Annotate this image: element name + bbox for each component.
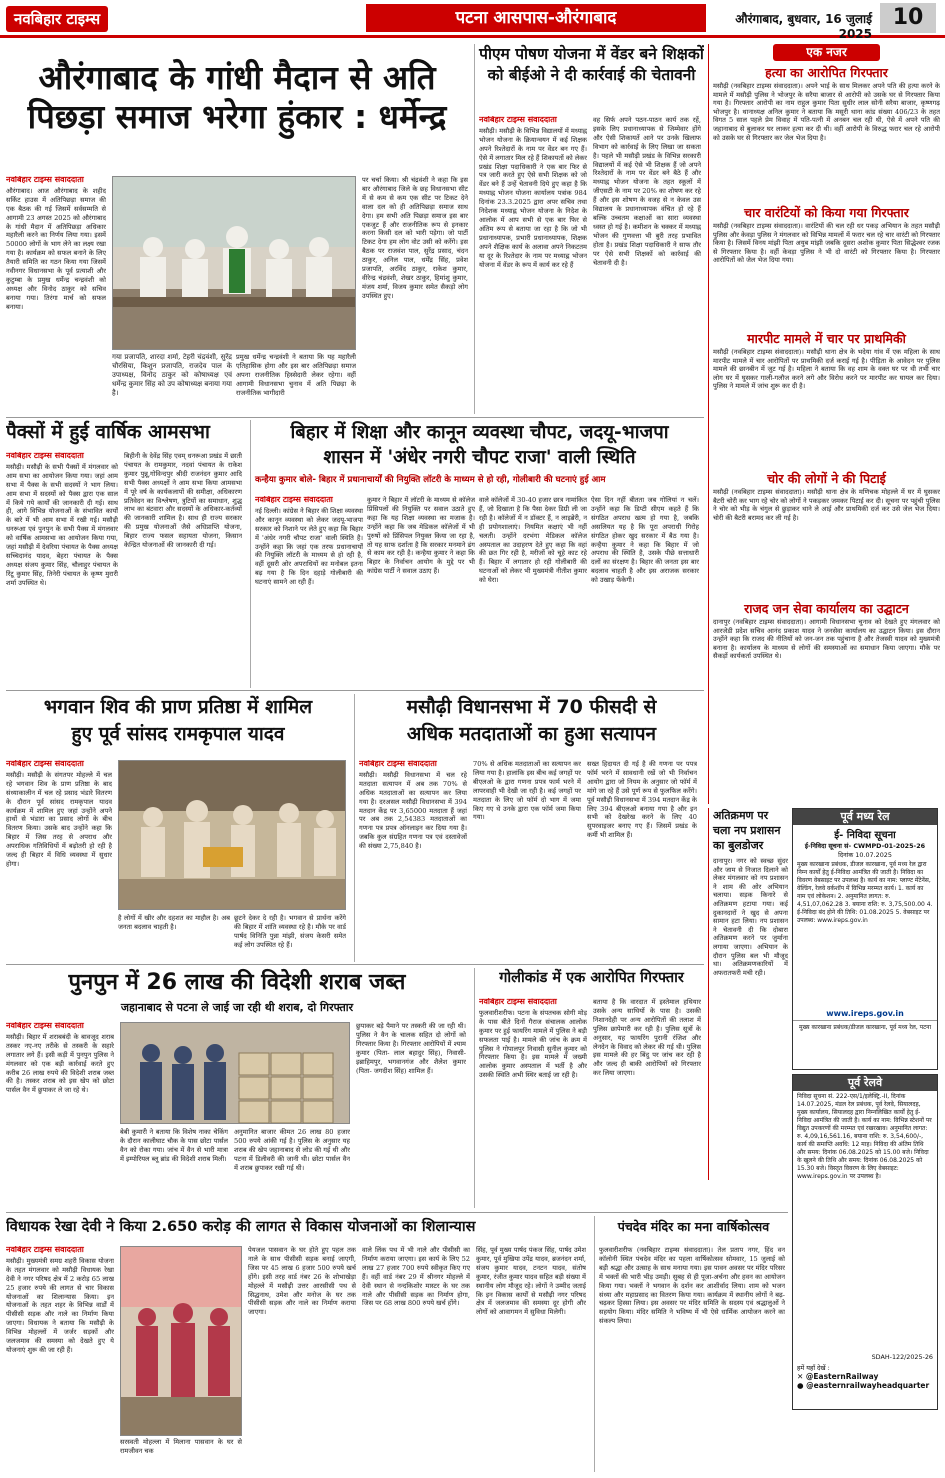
- panchdev-story: [594, 1216, 788, 1472]
- railway-notice-eastern: [792, 1074, 938, 1410]
- liquor-subhead: जहानाबाद से पटना ले जाई जा रही थी शराब, दो गिरफ्तार: [120, 1001, 354, 1014]
- inauguration-photo-graphic: [121, 1247, 242, 1436]
- lead-photo-caption: [112, 353, 232, 412]
- liquor-col2: [120, 1128, 228, 1206]
- notice1-footer: मुख्य कारखाना प्रबंधक/डीजल कारखाना, पूर्व मध्य रेल, पटना: [793, 1020, 937, 1033]
- poorvi-tagline: हमें यहाँ देखें :: [797, 1364, 830, 1372]
- bihar-headline-line2: शासन में 'अंधेर नगरी चौपट राजा' वाली स्थिति: [323, 447, 636, 468]
- bihar-byline: नवबिहार टाइम्स संवाददाता: [255, 496, 333, 504]
- meeting-photo-graphic: [113, 177, 356, 350]
- liquor-col3-text: अनुमानित बाजार कीमत 26 लाख 80 हजार 500 रुपये आंकी गई है। पुलिस के अनुसार यह शराब की खेप जहानाबाद से लोड की गई थी और पटना में डिलीवरी की जानी थी। छोटा पार्सल वैन में शराब छुपाकर रखी गई थी।: [234, 1128, 350, 1172]
- bihar-col1-text: नई दिल्ली। कांग्रेस ने बिहार की शिक्षा व्यवस्था और कानून व्यवस्था को लेकर जदयू-भाजपा सरकार को निशाने पर लेते हुए कहा कि बिहार में 'अंधेर नगरी चौपट राजा' वाली स्थिति है। उन्होंने कहा कि जहां एक तरफ प्रधानाचार्यों की नियुक्ति लॉटरी के माध्यम से हो रही है, वहीं दूसरी ओर अपराधियों का मनोबल इतना बढ़ गया है कि दिन दहाड़े गोलीबारी की घटनाएं सामने आ रही हैं।: [255, 506, 363, 587]
- lead-headline-line1: औरंगाबाद के गांधी मैदान से अति: [38, 58, 436, 97]
- ek-item-4-text: मसौढ़ी (नवबिहार टाइम्स संवाददाता)। मसौढ़ी थाना क्षेत्र के मणिचक मोहल्ले में घर में घुसकर बैटरी चोरी कर भाग रहे चोर को लोगों ने पकड़कर जमकर पिटाई कर दी। सूचना पर पहुंची पुलिस ने चोर को भीड़ के चंगुल से छुड़ाकर थाने ले आई और प्राथमिकी दर्ज कर उसे जेल भेज दिया। चोरी की बैटरी बरामद कर ली गई है।: [713, 488, 940, 522]
- ek-item-2-title: चार वारंटियों को किया गया गिरफ्तार: [744, 205, 909, 220]
- notice1-body: मुख्य कारखाना प्रबंधक, डीजल कारखाना, पूर्व मध्य रेल द्वारा निम्न कार्यों हेतु ई-निविदा आमंत्रित की जाती है। निविदा का विवरण वेबसाइट पर उपलब्ध है। कार्य का नाम: प्लाण्ट मेंटेनेंस, वेल्डिंग, रेलवे वर्कशॉप में विभिन्न मरम्मत कार्य। 1. कार्य का नाम एवं लोकेशन। 2. अनुमानित लागत: रु. 4,51,07,062.28 3. बयाना राशि: रु. 3,75,500.00 4. ई-निविदा बंद होने की तिथि: 01.08.2025 5. वेबसाइट पर उपलब्ध: www.ireps.gov.in: [797, 861, 933, 924]
- ek-item-3-text: मसौढ़ी (नवबिहार टाइम्स संवाददाता)। मसौढ़ी थाना क्षेत्र के भदेया गांव में एक महिला के साथ मारपीट मामले में चार आरोपितों पर प्राथमिकी दर्ज कराई गई है। पीड़िता के आवेदन पर पुलिस मामले की छानबीन में जुट गई है। महिला ने बताया कि वह शाम के वक्त घर पर थी तभी चार लोग घर में घुसकर गाली-गलौज करने लगे और विरोध करने पर मारपीट कर घायल कर दिया। पुलिस ने मामले में जांच शुरू कर दी है।: [713, 348, 940, 391]
- lead-headline-line2: पिछड़ा समाज भरेगा हुंकार : धर्मेन्द्र: [27, 97, 447, 136]
- shiv-col1-text: मसौढ़ी। मसौढ़ी के संगतपर मोहल्ले में चल रहे भगवान शिव के प्राण प्रतिष्ठा के बाद संध्याकालीन में चल रहे प्रसाद भंडारे वितरण के दौरान पूर्व सांसद रामकृपाल यादव कार्यक्रम में शामिल हुए जहां उन्होंने अपने हाथों से भंडारा का प्रसाद लोगों के बीच वितरण किया। उसके बाद उन्होंने कहा कि बिहार में जिस तरह से अपराध और अपराधिक गतिविधियों में बढ़ोतरी हो रही है जल्द ही बिहार में विधि व्यवस्था में सुधार होगा।: [6, 770, 112, 868]
- ek-item-2-text: मसौढ़ी (नवबिहार टाइम्स संवाददाता)। वारंटियों की चल रही धर पकड़ अभियान के तहत मसौढ़ी पुलिस और केवड़ा पुलिस ने मंगलवार को विभिन्न मामलों में फरार चल रहे चार वारंटी को गिरफ्तार किया है। जिसमें विनय मांझी पिता अयुब मांझी जबकि दूसरा अशोक कुमार पिता सिद्धेश्वर रजक से गिरफ्तार किया है। वहीं केवड़ा पुलिस ने भी दो वारंटी को गिरफ्तार किया है। गिरफ्तार आरोपितों को जेल भेज दिया गया।: [713, 222, 940, 265]
- liquor-headline: पुनपुन में 26 लाख की विदेशी शराब जब्त: [68, 970, 406, 995]
- vidhayak-caption: [120, 1438, 242, 1470]
- bihar-col4-text: ऐसा दिन नहीं बीतता जब गोलियां न चलें। उन्होंने कहा कि डिप्टी सीएम कहते हैं कि संगठित अपराध खत्म हो गया है, जबकि असलियत यह है कि पूरा अपराधी गिरोह संगठित होकर खुद सरकार में बैठ गया है। कन्हैया कुमार ने कहा कि बिहार में जो अपराध की स्थिति है, उसके पीछे सत्ताधारी दलों का संरक्षण है। बिहार की जनता इस बार बदलाव चाहती है और इस अराजक सरकार को उखाड़ फेंकेगी।: [591, 496, 699, 585]
- poorvi-handle2-text: @easternrailwayheadquarter: [806, 1381, 930, 1390]
- bulldozer-text: दानापुर। नगर को स्वच्छ सुंदर और जाम से निजात दिलाने को लेकर मंगलवार को नप प्रशासन ने शाम की ओर अभियान चलाया। सड़क किनारे से अतिक्रमण हटाया गया। कई दुकानदारों ने खुद से अपना सामान हटा लिया। नप प्रशासन ने चेतावनी दी कि दोबारा अतिक्रमण करने पर जुर्माना लगाया जाएगा। अभियान के दौरान पुलिस बल भी मौजूद था। अतिक्रमणकारियों में अफरातफरी मची रही।: [713, 857, 788, 977]
- page-number: 10: [880, 3, 936, 33]
- poshan-headline: पीएम पोषण योजना में वेंडर बने शिक्षकों को बीईओ ने दी कार्रवाई की चेतावनी: [479, 45, 704, 84]
- ek-item-3-title: मारपीट मामले में चार पर प्राथमिकी: [747, 331, 906, 346]
- pacs-col2-text: बिहीनी के देवेंद्र सिंह एवम् धनरूआ प्रखंड में छाती पंचायत के रामकुमार, नदवां पंचायत के राकेश कुमार पुन्नू,गोविन्दपुर श्रीदी राजनंदन कुमार आदि सभी पैक्स अध्यक्षों ने आम सभा किया आमसभा में पूरे वर्ष के कार्यकलापों की समीक्षा, अधिकारण प्रतिवेदन का विश्लेषण, त्रुटियों का समाधान, शुद्ध लाभ का बंटवारा और सदस्यों के अधिकार-कर्तव्यों की जानकारी शामिल है। साथ ही राज्य सरकार की प्रमुख योजनाओं जैसे अधिप्राप्ति योजना, बिहार राज्य फसल सहायता योजना, किसान केन्द्रित योजनाओं की जानकारी दी गई।: [124, 452, 242, 550]
- liquor-col2-text: बेबी कुमारी ने बताया कि विशेष नाका चेकिंग के दौरान कालीघाट चौक के पास छोटा पार्सल वैन को रोका गया। जांच में वैन से भारी मात्रा में इम्पोरियल ब्लू ब्रांड की विदेशी शराब मिली।: [120, 1128, 228, 1163]
- masaudhi-col1-text: मसौढ़ी। मसौढ़ी विधानसभा में चल रहे मतदाता सत्यापन में अब तक 70% से अधिक मतदाताओं का सत्यापन कर लिया गया है। दरअसल मसौढ़ी विधानसभा में 394 मतदान केंद्र पर 3,65000 मतदाता हैं जहां पर अब तक 2,54383 मतदाताओं का गणना पत्र प्रपत्र ऑनलाइन कर दिया गया है। जबकि कुल संग्रहित गणना पत्र एवं दस्तावेजों की संख्या 2,75,840 है।: [359, 770, 467, 851]
- lead-headline: [6, 58, 468, 136]
- bulldozer-headline: अतिक्रमण पर चला नप प्रशासन का बुलडोजर: [713, 809, 781, 852]
- social-icon: ●: [797, 1381, 807, 1390]
- poorvi-head: पूर्व रेलवे: [793, 1075, 937, 1091]
- lead-col4-text: पर चर्चा किया। श्री चंद्रवंशी ने कहा कि इस बार औरंगाबाद जिले के छह विधानसभा सीट में से कम से कम एक सीट पर टिकट देने वाला दल को ही अतिपिछड़ा समाज साथ देगा। हम सभी अति पिछड़ा समाज इस बार एकजुट हैं और राजनीतिक रूप से इनकार करना किसी दल को भारी पड़ेगा। जो पार्टी टिकट देगा हम लोग वोट उसी को करेंगे। इस बैठक पर राजवंश पाल, सुरेंद्र प्रसाद, चंदन ठाकुर, अनिल पाल, धर्मेंद्र सिंह, प्रवेश प्रजापति, अरविंद ठाकुर, राकेश कुमार, वीरेन्द्र चंद्रवंशी, शेखर ठाकुर, हिमांशु कुमार, मंजय शर्मा, विजय कुमार समेत सैकड़ो लोग उपस्थित हुए।: [362, 176, 468, 300]
- masaudhi-col1: [359, 760, 467, 960]
- shiv-headline: [6, 694, 350, 748]
- bihar-story: [250, 420, 704, 688]
- liquor-col4-text: छुपाकर बड़े पैमाने पर तस्करी की जा रही थी। पुलिस ने वैन के चालक सहित दो लोगों को गिरफ्तार किया है। गिरफ्तार आरोपियों में श्याम कुमार (पिता- लाल बहादुर सिंह), निवासी- इब्राहिमपुर, भगवानगंज और शैलेश कुमार (पिता- जगदीश सिंह) शामिल हैं।: [356, 1022, 466, 1075]
- divider: [6, 964, 704, 965]
- poorvi-handle-text: @EasternRailway: [805, 1372, 879, 1381]
- section-banner: पटना आसपास-औरंगाबाद: [366, 4, 706, 32]
- ek-item-5-text: दानापुर (नवबिहार टाइम्स संवाददाता)। आगामी विधानसभा चुनाव को देखते हुए मंगलवार को आरजेडी प्रदेश सचिव आनंद प्रकाश यादव ने जनसेवा कार्यालय का उद्घाटन किया। इस दौरान उन्होंने कहा कि राजद की नीतियों को जन-जन तक पहुंचाना है और तेजस्वी यादव को मुख्यमंत्री बनाना है। कार्यालय के माध्यम से लोगों की समस्याओं का समाधान किया जाएगा। मौके पर सैकड़ों कार्यकर्ता उपस्थित थे।: [713, 618, 940, 661]
- golikand-col1-text: फुलवारीशरीफ। पटना के संपतचक सोगी मोड़ के पास बीते दिनों गैराज संचालक आलोक कुमार पर हुई फायरिंग मामले में पुलिस ने बड़ी सफलता पाई है। मामले की जांच के क्रम में पुलिस ने गोपालपुर निवासी सुनील कुमार को गिरफ्तार किया है। इस मामले में जख्मी आलोक कुमार अस्पताल में भर्ती है और उसकी स्थिति अभी स्थिर बताई जा रही है।: [479, 1008, 587, 1080]
- shiv-headline-line2: हुए पूर्व सांसद रामकृपाल यादव: [71, 723, 285, 745]
- vidhayak-caption-text: सरस्वती मोहल्ला में मिलाना पासवान के घर से रामजीवन चक: [120, 1438, 242, 1455]
- seized-liquor-photo-graphic: [121, 1023, 350, 1124]
- golikand-story: [474, 968, 704, 1208]
- golikand-col2: [593, 998, 701, 1206]
- ek-item-1-title: हत्या का आरोपित गिरफ्तार: [765, 65, 888, 80]
- bihar-col3-text: वाले कॉलेजों में 30-40 हजार छात्र नामांकित हैं, जो दिखाता है कि पैसा देकर डिग्री ली जा रही है। कॉलेजों में न डॉक्टर हैं, न लाइब्रेरी, न ही प्रयोगशालाएं। नियमित कक्षाएं भी नहीं चलती। उन्होंने दरभंगा मेडिकल कॉलेज अस्पताल का उदाहरण देते हुए कहा कि वहां की छत गिर रही है, मरीजों को चूहे काट रहे हैं। बिहार में लगातार हो रही गोलीबारी की घटनाओं को लेकर भी मुख्यमंत्री नीतीश कुमार को घेरा।: [479, 496, 587, 585]
- vidhayak-col1: [6, 1246, 114, 1470]
- vidhayak-col3-text: वाले लिंक पथ में भी नाले और पीसीसी का निर्माण कराया जाएगा। इस कार्य के लिए 52 लाख 27 हजार 700 रुपये स्वीकृत किए गए हैं। वहीं वार्ड नंबर 29 में श्रीनगर मोहल्ले में देवी स्थान से नन्दकिशोर मास्टर के घर तक नाले और पीसीसी सड़क का निर्माण होगा, जिस पर 68 लाख 800 रुपये खर्च होंगे।: [362, 1246, 470, 1308]
- bihar-col1: [255, 496, 363, 686]
- bihar-subhead: कन्हैया कुमार बोले- बिहार में प्रधानाचार्यों की नियुक्ति लॉटरी के माध्यम से हो रही, गोलीबारी की घटनाएं हुई आम: [255, 475, 606, 485]
- shiv-col2: [234, 914, 346, 960]
- lead-col1-text: औरंगाबाद। आज औरंगाबाद के शहीद सर्किट हाउस में अतिपिछड़ा समाज की एक बैठक की गई जिसमें सर्वसम्मति से आगामी 23 अगस्त 2025 को औरंगाबाद के गांधी मैदान में अतिपिछड़ा अधिकार महारैली करने का निर्णय लिया गया। इसमें 50000 लोगों के भाग लेने का लक्ष्य रखा गया है। कार्यक्रम को सफल बनाने के लिए तैयारी समिति का गठन किया गया जिसमें नवीनगर विधानसभा के पूर्व प्रत्याशी और कुटुम्बा के प्रमुख धर्मेन्द्र चन्द्रवंशी को अध्यक्ष और विनोद ठाकुर को सचिव बनाया गया। तिरंगा मार्च को सफल बनाया।: [6, 186, 106, 311]
- vidhayak-col3: [362, 1246, 470, 1470]
- pacs-col1: [6, 452, 118, 686]
- vidhayak-story: [6, 1216, 590, 1472]
- shiv-col1: [6, 760, 112, 960]
- divider: [6, 417, 704, 418]
- panchdev-text-body: फुलवारीशरीफ (नवबिहार टाइम्स संवाददाता)। तेल प्रताप नगर, हिंद वन कॉलोनी स्थित पंचदेव मंदिर का पहला वार्षिकोत्सव सोमवार, 15 जुलाई को बड़ी श्रद्धा और उत्साह के साथ मनाया गया। इस पावन अवसर पर मंदिर परिसर में भक्तों की भारी भीड़ उमड़ी। सुबह से ही पूजा-अर्चना और हवन का आयोजन किया गया। भक्तों ने भगवान के दर्शन कर आशीर्वाद लिया। शाम को भजन संध्या और महाप्रसाद का वितरण किया गया। कार्यक्रम में स्थानीय लोगों ने बढ़-चढ़कर हिस्सा लिया। इस अवसर पर मंदिर समिति के सदस्य एवं श्रद्धालुओं ने सहयोग किया। मंदिर समिति ने भविष्य में भी ऐसे धार्मिक आयोजन करने का संकल्प लिया।: [599, 1246, 785, 1326]
- shiv-col2-text: छूटने देकर दे रही है। भगवान से प्रार्थना करेंगे की बिहार में शांति व्यवस्था रहे है। मौके पर वार्ड पार्षद विनिति पुन्ना मांझी, संजय केसरी समेत कई लोग उपस्थित रहे हैं।: [234, 914, 346, 949]
- liquor-story: [6, 968, 468, 1208]
- liquor-col4: [356, 1022, 466, 1206]
- lead-col3-text: प्रमुख धर्मेन्द्र चन्द्रवंशी ने बताया कि यह महारैली एतिहासिक होगा और इस बार अतिपिछड़ा समाज अपना राजनीतिक हिस्सेदारी लेकर रहेगा। वहीं आगामी विधानसभा चुनाव में अति पिछड़ा के राजनीतिक भागीदारी: [236, 353, 356, 397]
- lead-col4: [362, 176, 468, 412]
- ek-item-5-title: राजद जन सेवा कार्यालय का उद्घाटन: [744, 601, 909, 616]
- golikand-byline: नवबिहार टाइम्स संवाददाता: [479, 998, 557, 1006]
- lead-col3: [236, 353, 356, 412]
- bihar-headline-line1: बिहार में शिक्षा और कानून व्यवस्था चौपट, जदयू-भाजपा: [290, 422, 669, 443]
- liquor-col1: [6, 1022, 114, 1206]
- lead-col1: [6, 176, 106, 412]
- bihar-col2: [367, 496, 475, 686]
- masthead: [0, 0, 945, 41]
- notice1-date: दिनांक 10.07.2025: [838, 851, 892, 859]
- poshan-col2: [593, 116, 701, 412]
- masaudhi-headline-line1: मसौढ़ी विधानसभा में 70 फीसदी से: [406, 696, 657, 718]
- ek-item-1-text: मसौढ़ी (नवबिहार टाइम्स संवाददाता)। अपने भाई के साथ मिलकर अपने पति की हत्या करने के मामले में मसौढ़ी पुलिस ने भोजपुर के सरैया बाजार से आरोपी को उसके घर से गिरफ्तार किया गया है। गिरफ्तार आरोपी का नाम राहुल कुमार पिता सुधीर लाल सोनी सरैया बाजार, कृष्णगढ़ भोजपुर है। थानाध्यक्ष अनिल कुमार ने बताया कि मसूरी थाना कांड संख्या 406/23 के तहत विगत 5 साल पहले प्रेम विवाह में पति-पत्नी में अनबन चल रही थी, ऐसे में अपने पति की जहानाबाद से बुलाकर घर लाकर हत्या कर दी थी। वहीं आरोपी के विरुद्ध फरार चल रहे आरोपी को उसके घर से गिरफ्तार कर जेल भेज दिया है।: [713, 82, 940, 142]
- liquor-col3: [234, 1128, 350, 1206]
- railway-notice-east-central: [792, 808, 938, 1070]
- masaudhi-byline: नवबिहार टाइम्स संवाददाता: [359, 760, 437, 768]
- divider: [6, 1212, 788, 1213]
- masaudhi-headline-line2: अधिक मतदाताओं का हुआ सत्यापन: [406, 723, 657, 745]
- masaudhi-story: [354, 694, 704, 962]
- liquor-photo: [120, 1022, 350, 1124]
- bulldozer-story: [708, 808, 788, 1180]
- ek-nazar-sidebar: [708, 44, 940, 804]
- dateline: औरंगाबाद, बुधवार, 16 जुलाई 2025: [735, 12, 872, 41]
- lead-photo-caption-text: गया प्रजापति, शारदा शर्मा, टेहरी चंद्रवंशी, सुरेंद्र चौरसिया, किशुन प्रजापति, राजदेव पाल के उपाध्यक्ष, विनोद ठाकुर को कोषाध्यक्ष एवं धर्मेन्द्र कुमार सिंह को उप कोषाध्यक्ष बनाया गया है।: [112, 353, 232, 397]
- bhandara-photo-graphic: [119, 761, 346, 910]
- masaudhi-col2: [473, 760, 581, 960]
- vidhayak-headline: विधायक रेखा देवी ने किया 2.650 करोड़ की लागत से विकास योजनाओं का शिलान्यास: [6, 1219, 476, 1235]
- bihar-headline: [255, 420, 704, 470]
- pacs-story: [6, 420, 246, 688]
- poshan-story: [474, 44, 704, 414]
- poorvi-handle2[interactable]: [793, 1381, 937, 1390]
- ek-item-2: [713, 203, 940, 329]
- notice1-ref: ई-निविदा सूचना सं- CWMPD-01-2025-26: [804, 842, 926, 850]
- golikand-headline: गोलीकांड में एक आरोपित गिरफ्तार: [499, 970, 684, 986]
- poshan-byline: नवबिहार टाइम्स संवाददाता: [479, 116, 557, 124]
- liquor-byline: नवबिहार टाइम्स संवाददाता: [6, 1022, 84, 1030]
- shiv-caption: [118, 914, 230, 960]
- poshan-col2-text: वह सिर्फ अपने पठन-पाठन कार्य तक रहें, इसके लिए प्रधानाध्यापक से जिम्मेवार होंगे और ऐसी शिकायतें आने पर उनके खिलाफ विभाग को कार्रवाई के लिए लिखा जा सकता है। पहले भी मसौढ़ी प्रखंड के विभिन्न सरकारी विद्यालयों में कई ऐसे भी शिक्षक हैं जो अपने रिश्तेदारों के नाम पर वेंडर बने बैठे हैं और मध्याह्न भोजन योजना के तहत स्कूलों में जीएसटी के नाम पर 20% का शोषण कर रहे हैं और इस शोषण के वजह से न केवल उस विद्यालय के प्रधानाध्यापक वंचित हो रहे हैं बल्कि उच्चतम कक्षाओं का सारा व्यवस्था ध्वस्त हो गई है। कमीशन के चक्कर में मध्याह्न भोजन की गुणवत्ता भी बुरी तरह प्रभावित होता है। प्रखंड शिक्षा पदाधिकारी ने साफ तौर पर ऐसे सभी शिक्षकों को कार्रवाई की चेतावनी दी है।: [593, 116, 701, 267]
- ek-item-1: [713, 63, 940, 203]
- shiv-story: [6, 694, 350, 962]
- poshan-col1: [479, 116, 587, 412]
- vidhayak-col4: [476, 1246, 586, 1470]
- shiv-photo: [118, 760, 346, 910]
- bihar-col4: [591, 496, 699, 686]
- poshan-col1-text: मसौढ़ी। मसौढ़ी के विभिन्न विद्यालयों में मध्याह्न भोजन योजना के क्रियान्वयन में कई शिक्षक अपने रिश्तेदारों के नाम पर वेंडर बन गए हैं। ऐसे में लगातार मिल रहे हैं शिकायतों को लेकर प्रखंड शिक्षा पदाधिकारी ने एक बार फिर से पत्र जारी करते हुए ऐसे सभी शिक्षक को जो वेंडर बने हैं उन्हें चेतावनी दिये हुए कहा है कि मध्याह्न भोजन योजना कार्यालय पत्रांक 984 दिनांक 23.3.2025 द्वारा अपर सचिव तथा निदेशक मध्याह्न भोजन योजना के निदेश के आलोक में आप सभी से एक बार फिर से अंतिम रूप से बताया जा रहा है कि जो भी प्रधानाध्यापक, प्रभारी प्रधानाध्यापक, शिक्षक अपने शैक्षिक कार्य के अलावा अपने निकटतम या दूर के रिश्तेदार के नाम पर मध्याह्न भोजन योजना में वेंडर के रूप में कार्य कर रहे हैं: [479, 126, 587, 269]
- notice1-site-link[interactable]: www.ireps.gov.in: [826, 1009, 904, 1018]
- divider: [6, 690, 704, 691]
- brand-logo: नवबिहार टाइम्स: [6, 6, 108, 32]
- panchdev-text: [599, 1246, 785, 1470]
- golikand-col1: [479, 998, 587, 1206]
- masaudhi-col3: [587, 760, 697, 960]
- ek-nazar-label: एक नजर: [773, 44, 880, 61]
- vidhayak-col2-text: पेयजल पासवान के घर होते हुए पहल तक नाले के साथ पीसीसी सड़क बनाई जाएगी, जिस पर 45 लाख 6 हजार 500 रुपये खर्च होंगे। इसी तरह वार्ड नंबर 26 के शोभाखेड़ा मोहल्ले में मसौढ़ी उत्तर आरसीसी पथ से सिद्धनाथ, उमेश और मनोज के घर तक पीसीसी सड़क और नाले का निर्माण कराया जाएगा।: [248, 1246, 356, 1317]
- lead-byline: नवबिहार टाइम्स संवाददाता: [6, 176, 84, 184]
- ek-item-4-title: चोर की लोगों ने की पिटाई: [767, 471, 886, 486]
- vidhayak-col2: [248, 1246, 356, 1470]
- lead-story: [6, 44, 468, 414]
- pacs-col1-text: मसौढ़ी। मसौढ़ी के सभी पैक्सों में मंगलवार को आम सभा का आयोजन किया गया। जहां आम सभा में पैक्स के सभी सदस्यों ने भाग लिया। आम सभा में सदस्यों को पैक्स द्वारा एक साल में किये गये कार्यों की जानकारी दी गई। साथ ही, आगे विभिन्न योजनाओं के संभावित कार्यों के बारे में भी आम सभा में रखी गई। मसौढ़ी धनरूआ एवं पुनपुन के सभी पैक्स में मंगलवार को वार्षिक आमसभा का आयोजन किया गया, जहां मसौढ़ी में देवरिया पंचायत के पैक्स अध्यक्ष सच्चिदानंद यादव, बेहरा पंचायत के पैक्स अध्यक्ष संजय कुमार सिंह, चौलाहुर पंचायत के रिंटू कुमार सिंह, तिनेरी पंचायत के कृष्ण मुरारी शर्मा उपस्थित थे।: [6, 462, 118, 587]
- masaudhi-col3-text: सख्त हिदायत दी गई है की गणना पर पपत्र फॉर्म भरने में सावधानी रखें जो भी निर्वाचन आयोग द्वारा जो नियम के अनुसार जो फॉर्म में मांगे जा रहे हैं उसे पूर्ण रूप से फुलफिल करेंगे। पूर्व मसौढ़ी विधानसभा में 394 मतदान केंद्र के लिए 394 बीएलओ बनाया गया है और इन सभी को देखरेख करने के लिए 40 सुपरवाइजर बनाए गए हैं। जिसमें प्रखंड के कर्मी भी शामिल हैं।: [587, 760, 697, 840]
- shiv-caption-text: है लोगों में खीर और दहशत का माहौल है। अब जनता बदलाव चाहती है।: [118, 914, 230, 931]
- ek-item-3: [713, 329, 940, 469]
- masaudhi-col2-text: 70% से अधिक मतदाताओं का सत्यापन कर लिया गया है। हालांकि इस बीच कई जगहों पर बीएलओ के द्वारा गणना प्रपत्र फार्म भरने में लापरवाही भी देखी जा रही है। कई जगहों पर मतदाता के लिए जो फॉर्म दो भाग में जमा किए गए थे उनके द्वारा एक फॉर्म जमा किया गया।: [473, 760, 581, 822]
- lead-photo: [112, 176, 356, 350]
- ek-item-4: [713, 469, 940, 599]
- pacs-headline: पैक्सों में हुई वार्षिक आमसभा: [6, 421, 210, 443]
- notice1-head: पूर्व मध्य रेल: [793, 809, 937, 825]
- shiv-headline-line1: भगवान शिव की प्राण प्रतिष्ठा में शामिल: [43, 696, 313, 718]
- poorvi-ref: SDAH-122/2025-26: [871, 1353, 933, 1361]
- notice1-title: ई- निविदा सूचना: [834, 830, 896, 841]
- poorvi-body: निविदा सूचना सं. 222-एस/1/इलेक्ट्रि.-II, दिनांक 14.07.2025, मंडल रेल प्रबंधक, पूर्व रेलवे, सियालदह, मुख्य कार्यालय, सियालदह द्वारा निम्नलिखित कार्यों हेतु ई-निविदा आमंत्रित की जाती है। कार्य का नाम: विभिन्न स्टेशनों पर विद्युत उपकरणों की मरम्मत एवं रखरखाव। अनुमानित लागत: रु. 4,09,16,561.16, बयाना राशि: रु. 3,54,600/-, कार्य की समाप्ति अवधि: 12 माह। निविदा की अंतिम तिथि और समय: दिनांक 06.08.2025 को 15.00 बजे। निविदा के खुलने की तिथि और समय: दिनांक 06.08.2025 को 15.30 बजे। विस्तृत विवरण के लिए वेबसाइट: www.ireps.gov.in पर उपलब्ध है।: [797, 1093, 932, 1180]
- panchdev-headline: पंचदेव मंदिर का मना वार्षिकोत्सव: [617, 1219, 770, 1234]
- bihar-col2-text: कुमार ने बिहार में लॉटरी के माध्यम से कॉलेज प्रिंसिपलों की नियुक्ति पर सवाल उठाते हुए कहा कि यह शिक्षा व्यवस्था का मजाक है। उन्होंने कहा कि जब मेडिकल कॉलेजों में भी पुरुषों को प्रिंसिपल नियुक्त किया जा रहा है, तो यह साफ दर्शाता है कि सरकार मनमाने ढंग से काम कर रही है। कन्हैया कुमार ने कहा कि बिहार के निर्वाचन आयोग के मुद्दे पर भी कांग्रेस पार्टी ने सवाल उठाए हैं।: [367, 496, 475, 576]
- bihar-col3: [479, 496, 587, 686]
- shiv-byline: नवबिहार टाइम्स संवाददाता: [6, 760, 84, 768]
- vidhayak-col4-text: सिंह, पूर्व मुख्य पार्षद पंकज सिंह, पार्षद उमेश कुमार, पूर्व मुखिया उपेंद्र यादव, ब्रजनंदन शर्मा, संजय कुमार यादव, टनटन यादव, संतोष कुमार, रंजीत कुमार यादव सहित बड़ी संख्या में स्थानीय लोग मौजूद रहे। लोगों ने उम्मीद जताई कि इन विकास कार्यों से मसौढ़ी नगर परिषद क्षेत्र में जलजमाव की समस्या दूर होगी और लोगों को आवागमन में सुविधा मिलेगी।: [476, 1246, 586, 1317]
- pacs-byline: नवबिहार टाइम्स संवाददाता: [6, 452, 84, 460]
- social-icon: ✕: [797, 1372, 806, 1381]
- vidhayak-byline: नवबिहार टाइम्स संवाददाता: [6, 1246, 84, 1254]
- poorvi-handle[interactable]: [793, 1372, 937, 1381]
- liquor-col1-text: मसौढ़ी। बिहार में शराबबंदी के बावजूद शराब तस्कर नए-नए तरीके से तस्करी के सहारे लगातार लगे हैं। इसी कड़ी में पुनपुन पुलिस ने मंगलवार को एक बड़ी कार्रवाई करते हुए करीब 26 लाख रुपये की विदेशी शराब जब्त की है। तस्कर शराब को इस खेप को छोटा पार्सल वैन में छुपाकर ले जा रहे थे।: [6, 1032, 114, 1095]
- golikand-col2-text: बताया है कि वारदात में इस्तेमाल हथियार उसके अन्य साथियों के पास है। उसकी निशानदेही पर अन्य आरोपितों की तलाश में पुलिस छापेमारी कर रही है। पुलिस सूत्रों के अनुसार, यह फायरिंग पुरानी रंजिश और लेनदेन के विवाद को लेकर की गई थी। पुलिस इस मामले की हर बिंदु पर जांच कर रही है और जल्द ही बाकी आरोपियों को गिरफ्तार कर लिया जाएगा।: [593, 998, 701, 1078]
- ek-item-5: [713, 599, 940, 799]
- masaudhi-headline: [359, 694, 704, 748]
- vidhayak-photo: [120, 1246, 242, 1436]
- vidhayak-col1-text: मसौढ़ी। मुख्यमंत्री समग्र शहरी विकास योजना के तहत मंगलवार को मसौढ़ी विधायक रेखा देवी ने नगर परिषद क्षेत्र में 2 करोड़ 65 लाख 25 हजार रुपये की लागत से चार विकास योजनाओं का शिलान्यास किया। इन योजनाओं के तहत शहर के विभिन्न वार्डों में पीसीसी सड़क और नाले का निर्माण किया जाएगा। विधायक ने बताया कि मसौढ़ी के विभिन्न मोहल्लों में जर्जर सड़कों और जलजमाव की समस्या को देखते हुए ये योजनाएं शुरू की जा रही हैं।: [6, 1256, 114, 1354]
- pacs-col2: [124, 452, 242, 686]
